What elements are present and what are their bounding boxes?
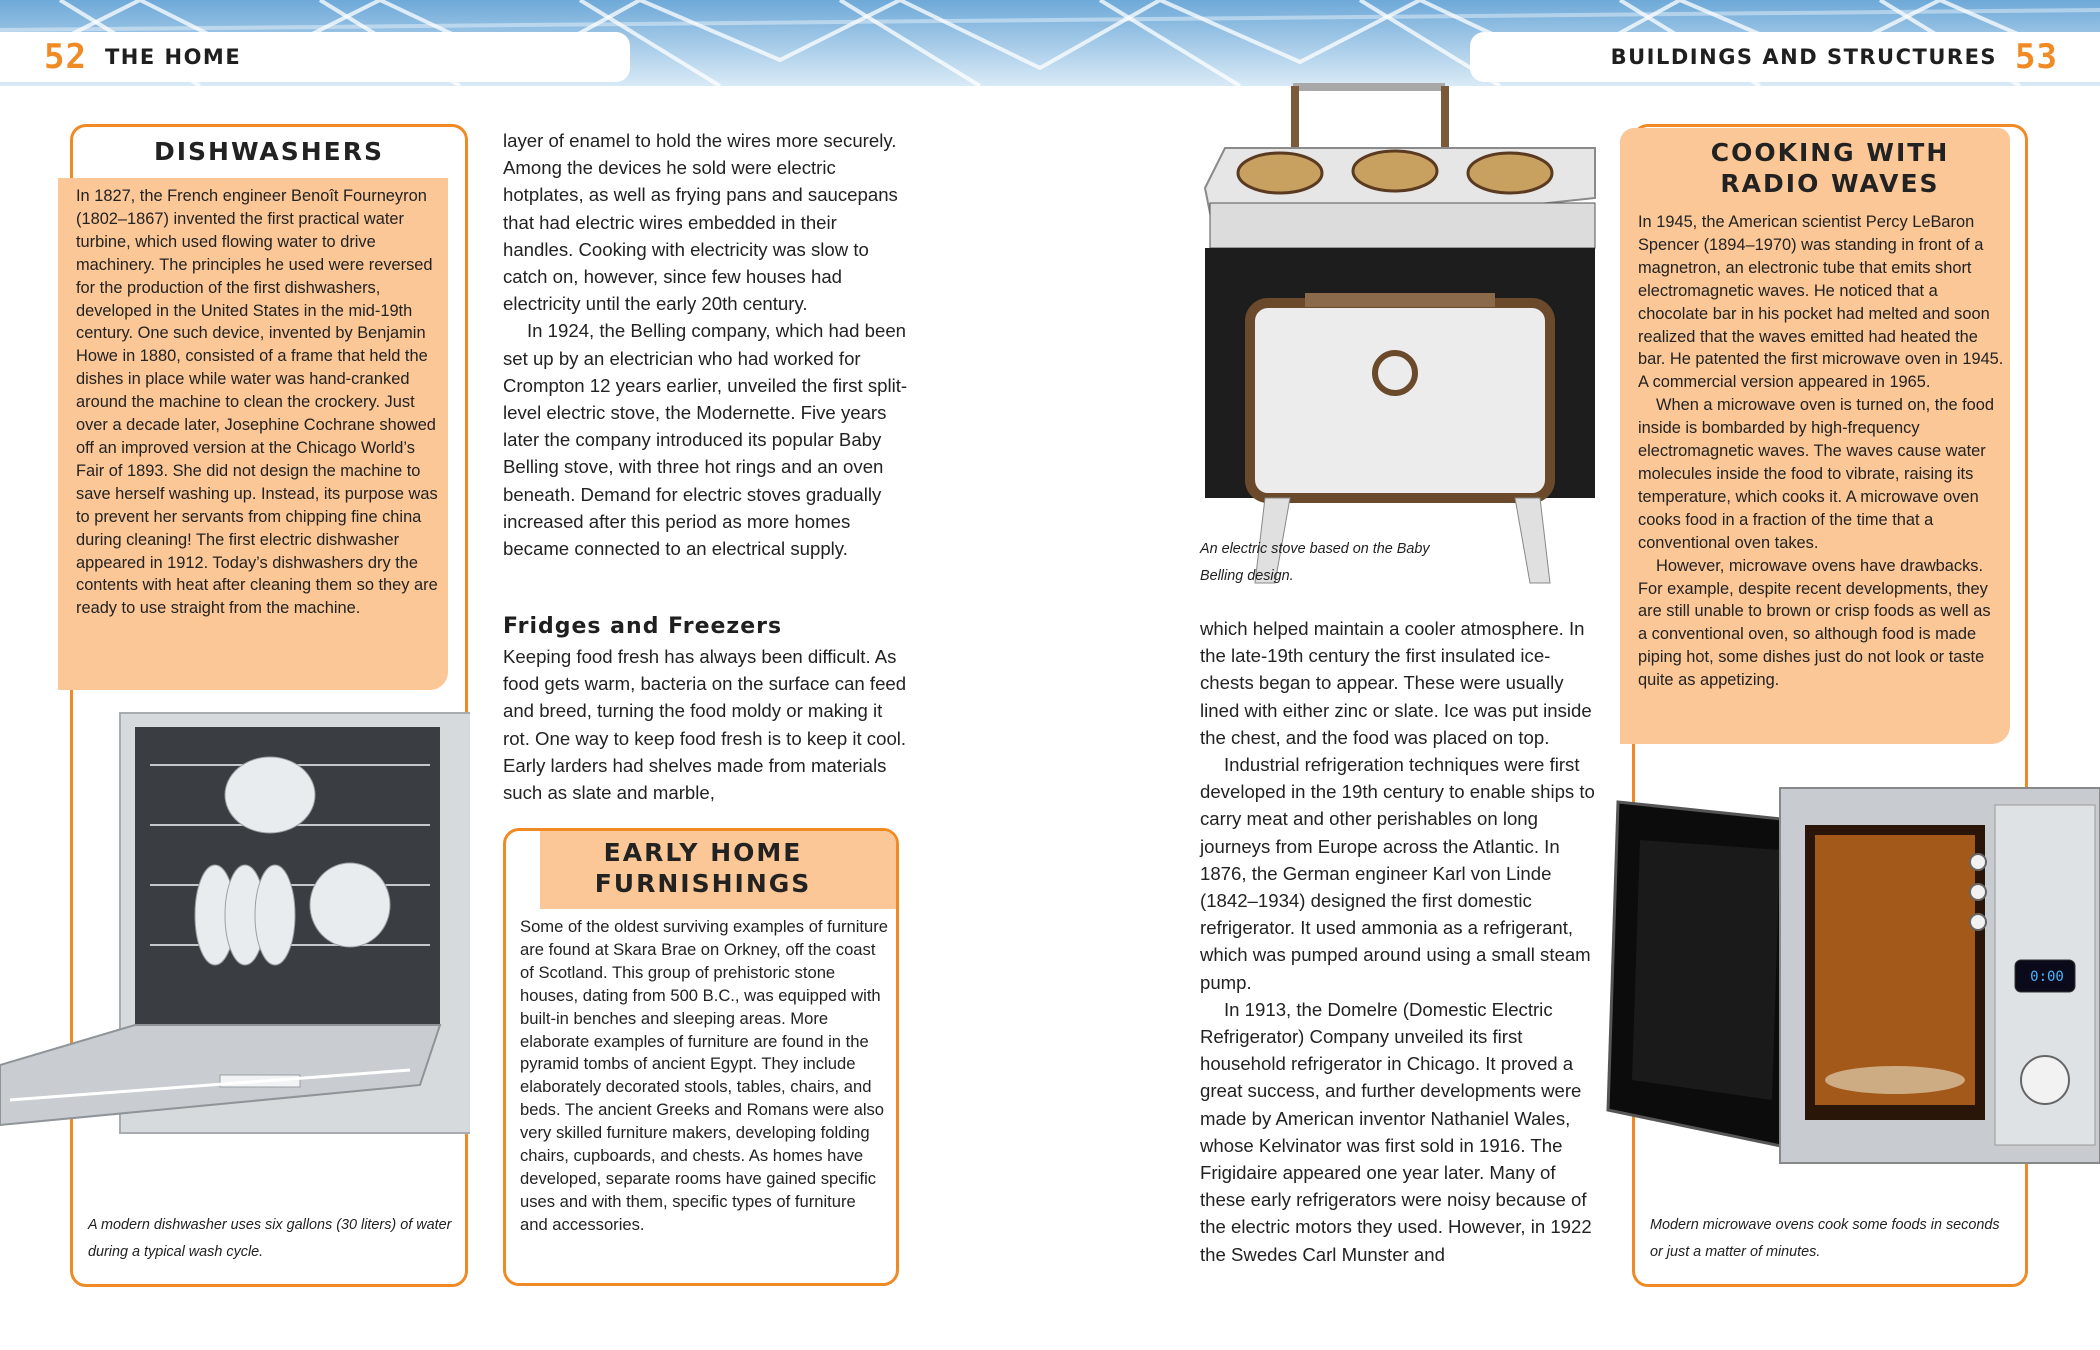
left-page-number: 52 bbox=[44, 37, 87, 77]
fridges-paragraph: Keeping food fresh has always been difficult. As food gets warm, bacteria on the surface can feed and breed, turning the food moldy or making it rot. One way to keep food fresh is to keep it cool. Early larders had shelves made from materials such as slate and marble, bbox=[503, 646, 907, 804]
column-3-text bbox=[1200, 615, 1600, 1268]
microwave-display-readout: 0:00 bbox=[2030, 969, 2064, 985]
column-2-paragraph-1: layer of enamel to hold the wires more securely. Among the devices he sold were electric hotplates, as well as frying pans and saucepans that had electric wires embedded in their handles. Cooking with electricity was slow to catch on, however, since few houses had electricity until the early 20th century. bbox=[503, 130, 898, 315]
electric-stove-image bbox=[1195, 78, 1605, 598]
microwave-paragraph-3: However, microwave ovens have drawbacks. For example, despite recent developments, they are still unable to brown or crisp foods as well as a conventional oven, so although food is made piping hot, some dishes just do not look or taste quite as appetizing. bbox=[1638, 556, 1991, 690]
fridges-subheading: Fridges and Freezers bbox=[503, 614, 783, 639]
microwave-caption-line-2: or just a matter of minutes. bbox=[1650, 1244, 1821, 1260]
right-page-number: 53 bbox=[2015, 37, 2058, 77]
microwave-paragraph-1: In 1945, the American scientist Percy LeBaron Spencer (1894–1970) was standing in front of a magnetron, an electronic tube that emits short electromagnetic waves. He noticed that a chocolate bar in his pocket had melted and soon realized that the waves emitted had heated the bar. He patented the first microwave oven in 1945. A commercial version appeared in 1965. bbox=[1638, 213, 2004, 392]
column-3-paragraph-2: Industrial refrigeration techniques were first developed in the 19th century to enable ships to carry meat and other perishables on long journeys from Europe across the Atlantic. In 1876, the German engineer Karl von Linde (1842–1934) designed the first domestic refrigerator. It used ammonia as a refrigerant, which was pumped around using a small steam pump. bbox=[1200, 754, 1595, 993]
column-2-paragraph-2: In 1924, the Belling company, which had been set up by an electrician who had worked for Crompton 12 years earlier, unveiled the first split-level electric stove, the Modernette. Five years later the company introduced its popular Baby Belling stove, with three hot rings and an oven beneath. Demand for electric stoves gradually increased after this period as more homes became connected to an electrical supply. bbox=[503, 320, 908, 560]
column-3-paragraph-3: In 1913, the Domelre (Domestic Electric Refrigerator) Company unveiled its first household refrigerator in Chicago. It proved a great success, and further developments were made by American inventor Nathaniel Wales, whose Kelvinator was first sold in 1916. The Frigidaire appeared one year later. Many of these early refrigerators were noisy because of the electric motors they used. However, in 1922 the Swedes Carl Munster and bbox=[1200, 998, 1592, 1265]
left-page-title: THE HOME bbox=[104, 45, 242, 69]
stove-caption-line-1: An electric stove based on the Baby bbox=[1200, 541, 1430, 557]
furnishings-title-line-2: FURNISHINGS bbox=[594, 869, 812, 898]
dishwasher-image bbox=[0, 705, 470, 1155]
right-page-title: BUILDINGS AND STRUCTURES bbox=[1610, 45, 1998, 69]
microwave-title-line-2: RADIO WAVES bbox=[1720, 169, 1940, 198]
microwave-text bbox=[1638, 211, 2004, 692]
right-page-header bbox=[1470, 32, 2100, 82]
dishwashers-title: DISHWASHERS bbox=[153, 137, 385, 166]
microwave-title-line-1: COOKING WITH bbox=[1710, 138, 1950, 167]
stove-caption-line-2: Belling design. bbox=[1200, 568, 1294, 584]
furnishings-title-line-1: EARLY HOME bbox=[603, 838, 803, 867]
column-3-paragraph-1: which helped maintain a cooler atmosphere. In the late-19th century the first insulated ice-chests began to appear. These were usually lined with either zinc or slate. Ice was put inside the chest, and the food was placed on top. bbox=[1200, 618, 1592, 748]
microwave-paragraph-2: When a microwave oven is turned on, the food inside is bombarded by high-frequency electromagnetic waves. The waves cause water molecules inside the food to vibrate, raising its temperature, which cooks it. A microwave oven cooks food in a fraction of the time that a conventional oven takes. bbox=[1638, 396, 1995, 552]
left-page-header bbox=[0, 32, 630, 82]
dishwashers-text: In 1827, the French engineer Benoît Fourneyron (1802–1867) invented the first practical water turbine, which used flowing water to drive machinery. The principles he used were reversed for the production of the first dishwashers, developed in the United States in the mid-19th century. One such device, invented by Benjamin Howe in 1880, consisted of a frame that held the dishes in place while water was hand-cranked around the machine to clean the crockery. Just over a decade later, Josephine Cochrane showed off an improved version at the Chicago World’s Fair of 1893. She did not design the machine to save herself washing up. Instead, its purpose was to prevent her servants from chipping fine china during cleaning! The first electric dishwasher appeared in 1912. Today’s dishwashers dry the contents with heat after cleaning them so they are ready to use straight from the machine. bbox=[76, 187, 438, 618]
microwave-caption-line-1: Modern microwave ovens cook some foods in seconds bbox=[1650, 1217, 2000, 1233]
dishwasher-caption: A modern dishwasher uses six gallons (30 liters) of water during a typical wash cycle. bbox=[88, 1217, 452, 1260]
column-2-text bbox=[503, 127, 908, 562]
furnishings-text: Some of the oldest surviving examples of furniture are found at Skara Brae on Orkney, off the coast of Scotland. This group of prehistoric stone houses, dating from 500 B.C., was equipped with built-in benches and sleeping areas. More elaborate examples of furniture are found in the pyramid tombs of ancient Egypt. They include elaborately decorated stools, tables, chairs, and beds. The ancient Greeks and Romans were also very skilled furniture makers, developing folding chairs, cupboards, and chests. As homes have developed, separate rooms have gained specific uses and with them, specific types of furniture and accessories. bbox=[520, 917, 889, 1234]
